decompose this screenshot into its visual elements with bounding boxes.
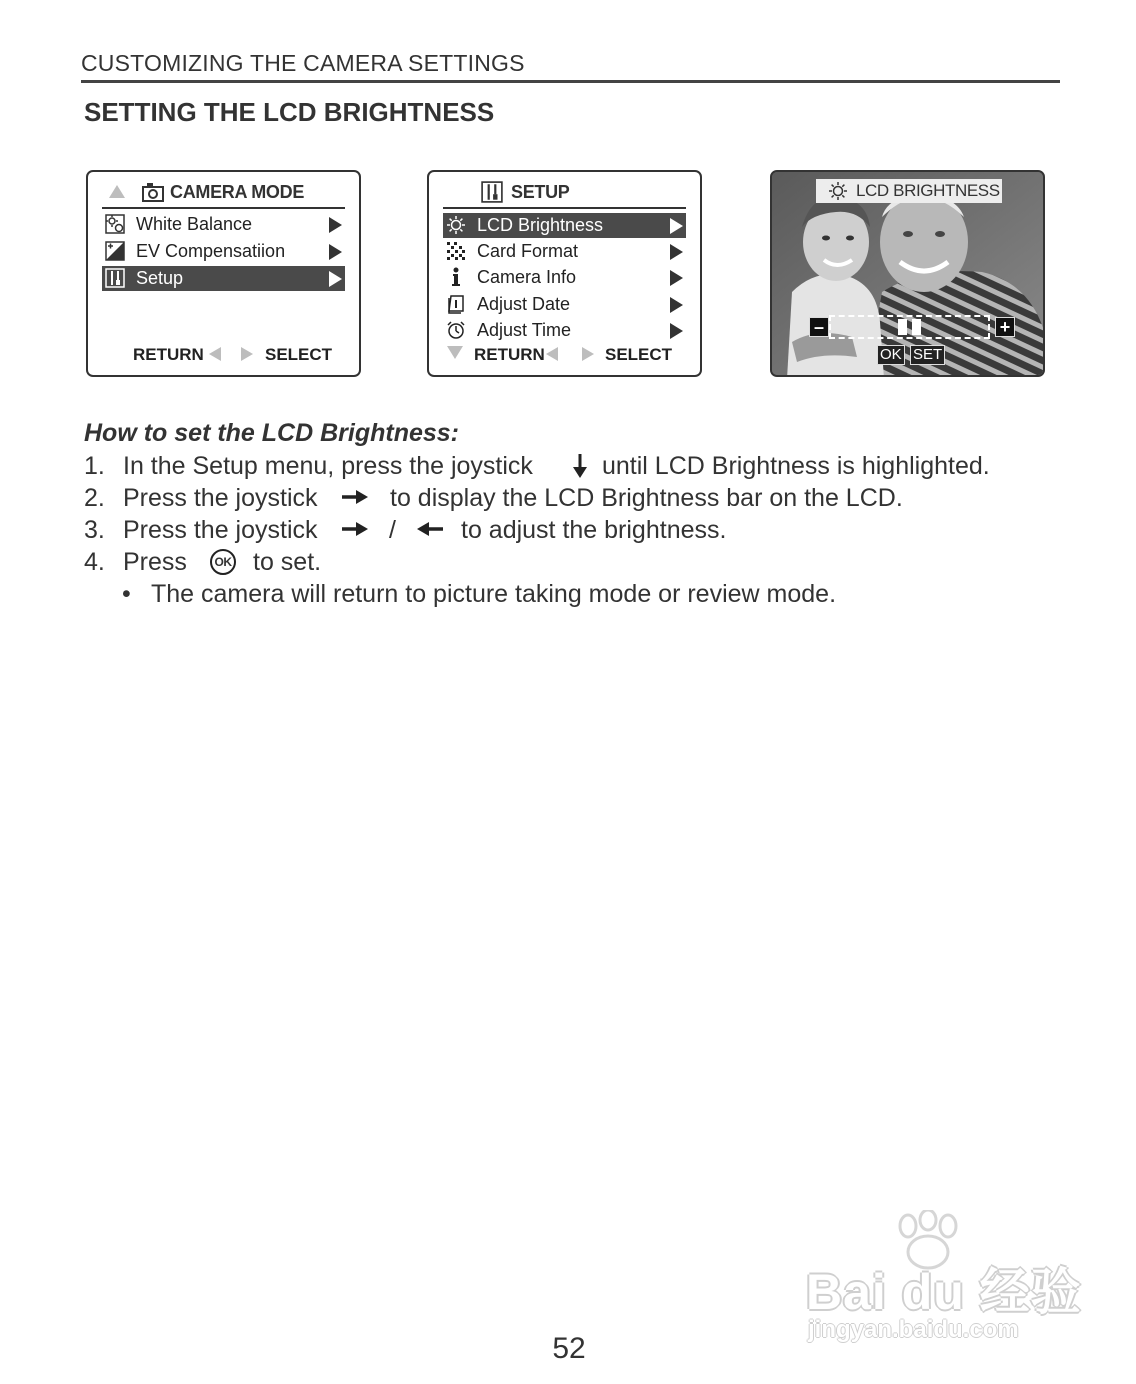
chevron-right-icon bbox=[329, 244, 342, 260]
setup-icon bbox=[105, 268, 125, 288]
down-arrow-icon bbox=[447, 346, 463, 359]
joystick-right-icon bbox=[340, 489, 370, 505]
chevron-right-icon bbox=[670, 218, 683, 234]
brightness-slider[interactable] bbox=[829, 315, 990, 339]
increase-brightness-button[interactable]: + bbox=[995, 317, 1015, 337]
lcd-brightness-screen bbox=[770, 170, 1045, 377]
setup-icon bbox=[481, 181, 503, 203]
menu-item-camera-info[interactable]: Camera Info bbox=[443, 265, 686, 290]
page-number: 52 bbox=[552, 1332, 586, 1365]
right-arrow-icon bbox=[582, 347, 594, 361]
lcd-brightness-label: LCD BRIGHTNESS bbox=[816, 179, 1002, 203]
chevron-right-icon bbox=[670, 270, 683, 286]
right-arrow-icon bbox=[241, 347, 253, 361]
left-arrow-icon bbox=[546, 347, 558, 361]
screen-title: SETUP bbox=[443, 180, 686, 209]
chevron-right-icon bbox=[670, 297, 683, 313]
chevron-right-icon bbox=[329, 271, 342, 287]
setup-screen bbox=[427, 170, 702, 377]
sun-icon bbox=[446, 215, 466, 235]
info-icon bbox=[446, 267, 466, 287]
menu-item-lcd-brightness[interactable]: LCD Brightness bbox=[443, 213, 686, 238]
page-title: SETTING THE LCD BRIGHTNESS bbox=[84, 97, 495, 127]
brightness-slider-handle[interactable] bbox=[898, 319, 922, 335]
instructions-heading: How to set the LCD Brightness: bbox=[84, 419, 460, 447]
menu-item-card-format[interactable]: Card Format bbox=[443, 239, 686, 264]
joystick-down-icon bbox=[572, 452, 588, 480]
set-label: SET bbox=[910, 345, 945, 365]
chevron-right-icon bbox=[670, 244, 683, 260]
left-arrow-icon bbox=[209, 347, 221, 361]
ev-compensation-icon bbox=[105, 241, 125, 261]
watermark-logo-text: Bai du 经验 bbox=[806, 1264, 1082, 1320]
card-format-icon bbox=[446, 241, 466, 261]
menu-item-ev-compensation[interactable]: EV Compensatiion bbox=[102, 239, 345, 264]
select-label: SELECT bbox=[265, 345, 333, 364]
menu-item-setup[interactable]: Setup bbox=[102, 266, 345, 291]
ok-button-icon: OK bbox=[210, 549, 236, 575]
calendar-icon bbox=[446, 294, 466, 314]
white-balance-icon bbox=[105, 214, 125, 234]
watermark-url: jingyan.baidu.com bbox=[808, 1316, 1019, 1343]
baidu-jingyan-watermark bbox=[800, 1210, 1082, 1350]
menu-item-white-balance[interactable]: White Balance bbox=[102, 212, 345, 237]
section-header: CUSTOMIZING THE CAMERA SETTINGS bbox=[81, 50, 1060, 83]
decrease-brightness-button[interactable]: – bbox=[809, 317, 829, 337]
ok-button-label: OK bbox=[877, 345, 905, 365]
joystick-left-icon bbox=[415, 521, 445, 537]
camera-mode-screen bbox=[86, 170, 361, 377]
return-label: RETURN bbox=[133, 345, 204, 364]
screen-title: CAMERA MODE bbox=[102, 180, 345, 209]
chevron-right-icon bbox=[329, 217, 342, 233]
chevron-right-icon bbox=[670, 323, 683, 339]
menu-item-adjust-time[interactable]: Adjust Time bbox=[443, 318, 686, 343]
menu-item-adjust-date[interactable]: Adjust Date bbox=[443, 292, 686, 317]
clock-icon bbox=[446, 320, 466, 340]
return-label: RETURN bbox=[474, 345, 545, 364]
joystick-right-icon bbox=[340, 521, 370, 537]
select-label: SELECT bbox=[605, 345, 673, 364]
camera-icon bbox=[142, 182, 164, 202]
sun-icon bbox=[828, 181, 848, 201]
